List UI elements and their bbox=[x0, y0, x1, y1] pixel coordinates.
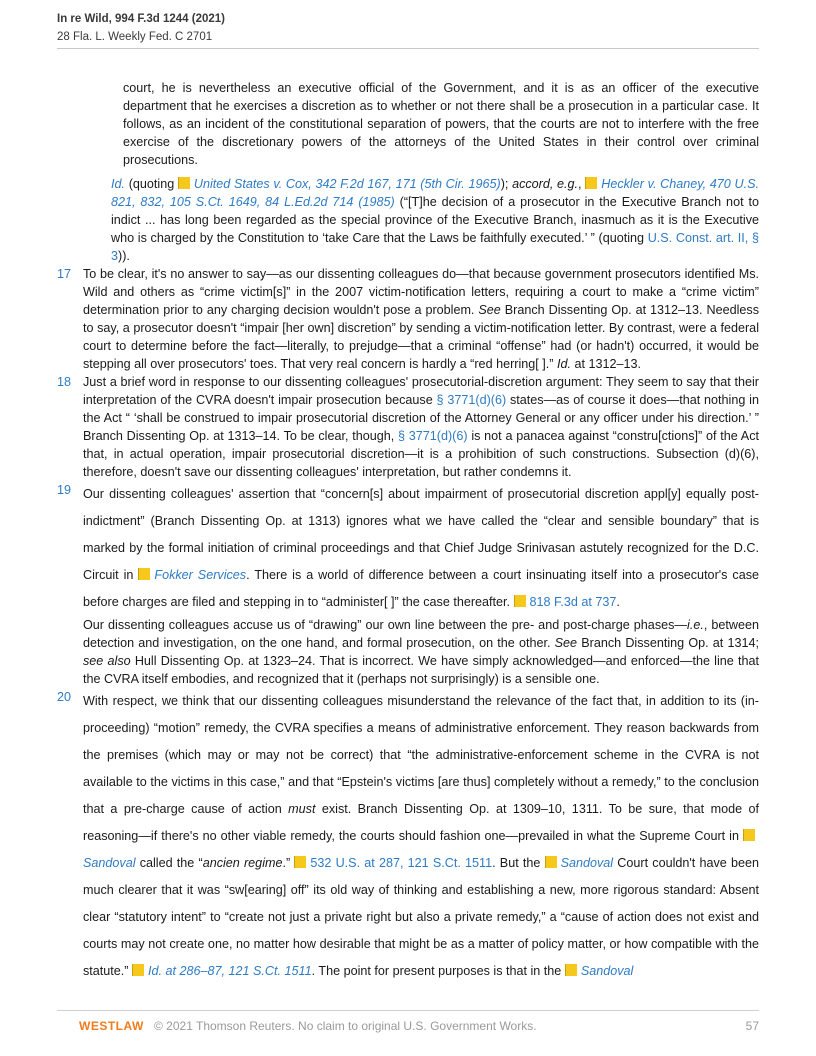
copyright-notice: © 2021 Thomson Reuters. No claim to original U.S. Government Works. bbox=[154, 1019, 537, 1033]
page-header bbox=[57, 11, 759, 49]
cox-citation-link[interactable]: United States v. Cox, 342 F.2d 167, 171 (5th Cir. 1965) bbox=[193, 177, 501, 191]
reporter-citation: 28 Fla. L. Weekly Fed. C 2701 bbox=[57, 31, 213, 43]
keycite-flag-icon[interactable] bbox=[585, 177, 597, 189]
constitution-link[interactable]: U.S. Const. art. II, § 3 bbox=[111, 231, 759, 263]
paragraph-number[interactable]: 19 bbox=[57, 483, 72, 497]
sandoval-link[interactable]: Sandoval bbox=[560, 856, 614, 870]
paragraph-19-continued: Our dissenting colleagues accuse us of “drawing” our own line between the pre- and post-charge phases—i.e., between detection and investigation, on the one hand, and formal prosecution, on the other. See Branch Dissenting Op. at 1314; see also Hull Dissenting Op. at 1323–24. That is incorrect. We have simply acknowledged—and enforced—the line that the CVRA itself embodies, and recognized that it (perhaps not surprisingly) is a sensible one. bbox=[83, 618, 759, 686]
westlaw-logo: WESTLAW bbox=[79, 1019, 144, 1033]
case-title: In re Wild, 994 F.3d 1244 (2021) bbox=[57, 13, 226, 25]
keycite-flag-icon[interactable] bbox=[294, 856, 306, 868]
paragraph-18: 18 Just a brief word in response to our dissenting colleagues' prosecutorial-discretion argument: They seem to say that their interpretation of the CVRA doesn't impair prosecution because § 3771(d)(6) states—as of course it does—that nothing in the Act “ ‘shall be construed to impair prosecutorial discretion of the Attorney General or any officer under his direction.’ ” Branch Dissenting Op. at 1313–14. To be clear, though, § 3771(d)(6) is not a panacea against “constru[ctions]” of the Act that, in actual operation, impair prosecutorial discretion—it is a prohibition of such constructions. Subsection (d)(6), therefore, doesn't save our dissenting colleagues' interpretation, but rather condemns it. bbox=[57, 375, 759, 479]
sandoval-pin-cite-link[interactable]: 532 U.S. at 287, 121 S.Ct. 1511 bbox=[310, 856, 493, 870]
paragraph-17: 17 To be clear, it's no answer to say—as our dissenting colleagues do—that because government prosecutors identified Ms. Wild and others as “crime victim[s]” in the 2007 victim-notification letters, requiring a court to make a “crime victim” determination prior to any charging decision wouldn't pose a problem. See Branch Dissenting Op. at 1312–13. Needless to say, a prosecutor doesn't “impair [her own] discretion” by sending a victim-notification letter. By contrast, were a federal court to determine before the fact—literally, to prejudge—that a criminal “offense” had (or hadn't) occurred, it would be stepping all over prosecutors' toes. That very real concern is hardly a “red herring[ ].” Id. at 1312–13. bbox=[57, 267, 760, 371]
footer-divider bbox=[57, 1010, 759, 1011]
keycite-flag-icon[interactable] bbox=[132, 964, 144, 976]
keycite-flag-icon[interactable] bbox=[743, 829, 755, 841]
header-divider bbox=[57, 48, 759, 49]
id-link[interactable]: Id. bbox=[111, 177, 126, 191]
page-footer bbox=[57, 1010, 759, 1033]
keycite-flag-icon[interactable] bbox=[565, 964, 577, 976]
keycite-flag-icon[interactable] bbox=[138, 568, 150, 580]
fokker-pin-cite-link[interactable]: 818 F.3d at 737 bbox=[529, 595, 617, 609]
statute-link[interactable]: § 3771(d)(6) bbox=[398, 429, 468, 443]
block-quote: court, he is nevertheless an executive official of the Government, and it is as an officer of the executive department that he exercises a discretion as to whether or not there shall be a prosecution in a particular case. It follows, as an incident of the constitutional separation of powers, that the courts are not to interfere with the free exercise of the discretionary powers of the attorneys of the United States in their control over criminal prosecutions. bbox=[123, 81, 759, 167]
sandoval-link[interactable]: Sandoval bbox=[580, 964, 634, 978]
paragraph-number[interactable]: 20 bbox=[57, 690, 72, 704]
keycite-flag-icon[interactable] bbox=[545, 856, 557, 868]
sandoval-link[interactable]: Sandoval bbox=[83, 856, 136, 870]
keycite-flag-icon[interactable] bbox=[514, 595, 526, 607]
paragraph-number[interactable]: 17 bbox=[57, 267, 72, 281]
fokker-link[interactable]: Fokker Services bbox=[154, 568, 247, 582]
paragraph-19: 19 Our dissenting colleagues' assertion that “concern[s] about impairment of prosecutorial discretion appl[y] equally post-indictment” (Branch Dissenting Op. at 1313) ignores what we have called the “clear and sensible boundary” that is marked by the formal initiation of criminal proceedings and that Chief Judge Srinivasan astutely recognized for the D.C. Circuit in Fokker Services. There is a world of difference between a court insinuating itself into a prosecutor's case before charges are filed and stepping in to “administer[ ]” the case thereafter. 818 F.3d at 737. bbox=[57, 483, 760, 609]
paragraph-number[interactable]: 18 bbox=[57, 375, 72, 389]
keycite-flag-icon[interactable] bbox=[178, 177, 190, 189]
page-number: 57 bbox=[745, 1019, 759, 1033]
opinion-body bbox=[57, 79, 759, 985]
statute-link[interactable]: § 3771(d)(6) bbox=[436, 393, 507, 407]
heckler-citation-link[interactable]: Heckler v. Chaney, 470 U.S. 821, 832, 105 S.Ct. 1649, 84 L.Ed.2d 714 (1985) bbox=[111, 177, 759, 209]
quote-continuation: Id. (quoting United States v. Cox, 342 F.2d 167, 171 (5th Cir. 1965)); accord, e.g., Heckler v. Chaney, 470 U.S. 821, 832, 105 S.Ct. 1649, 84 L.Ed.2d 714 (1985) (“[T]he decision of a prosecutor in the Executive Branch not to indict ... has long been regarded as the special province of the Executive Branch, inasmuch as it is the Executive who is charged by the Constitution to ‘take Care that the Laws be faithfully executed.’ ” (quoting U.S. Const. art. II, § 3)). bbox=[111, 177, 759, 263]
paragraph-20: 20 With respect, we think that our dissenting colleagues misunderstand the relevance of the fact that, in addition to its (in-proceeding) “motion” remedy, the CVRA specifies a means of administrative enforcement. They reason backwards from the premises (which may or may not be correct) that “the administrative-enforcement scheme in the CVRA is not available to the victims in this case,” and that “Epstein's victims [are thus] completely without a remedy,” to the conclusion that a pre-charge cause of action must exist. Branch Dissenting Op. at 1309–10, 1311. To be sure, that mode of reasoning—if there's no other viable remedy, the courts should fashion one—prevailed in what the Supreme Court in Sandoval called the “ancien regime.” 532 U.S. at 287, 121 S.Ct. 1511. But the Sandoval Court couldn't have been much clearer that it was “sw[earing] off” its old way of thinking and establishing a new, more rigorous standard: Absent clear “statutory intent” to “create not just a private right but also a private remedy,” a “cause of action does not exist and courts may not create one, no matter how desirable that might be as a matter of policy matter, or how compatible with the statute.” Id. at 286–87, 121 S.Ct. 1511. The point for present purposes is that in the Sandoval bbox=[57, 690, 759, 978]
id-pin-cite-link[interactable]: Id. at 286–87, 121 S.Ct. 1511 bbox=[148, 964, 312, 978]
